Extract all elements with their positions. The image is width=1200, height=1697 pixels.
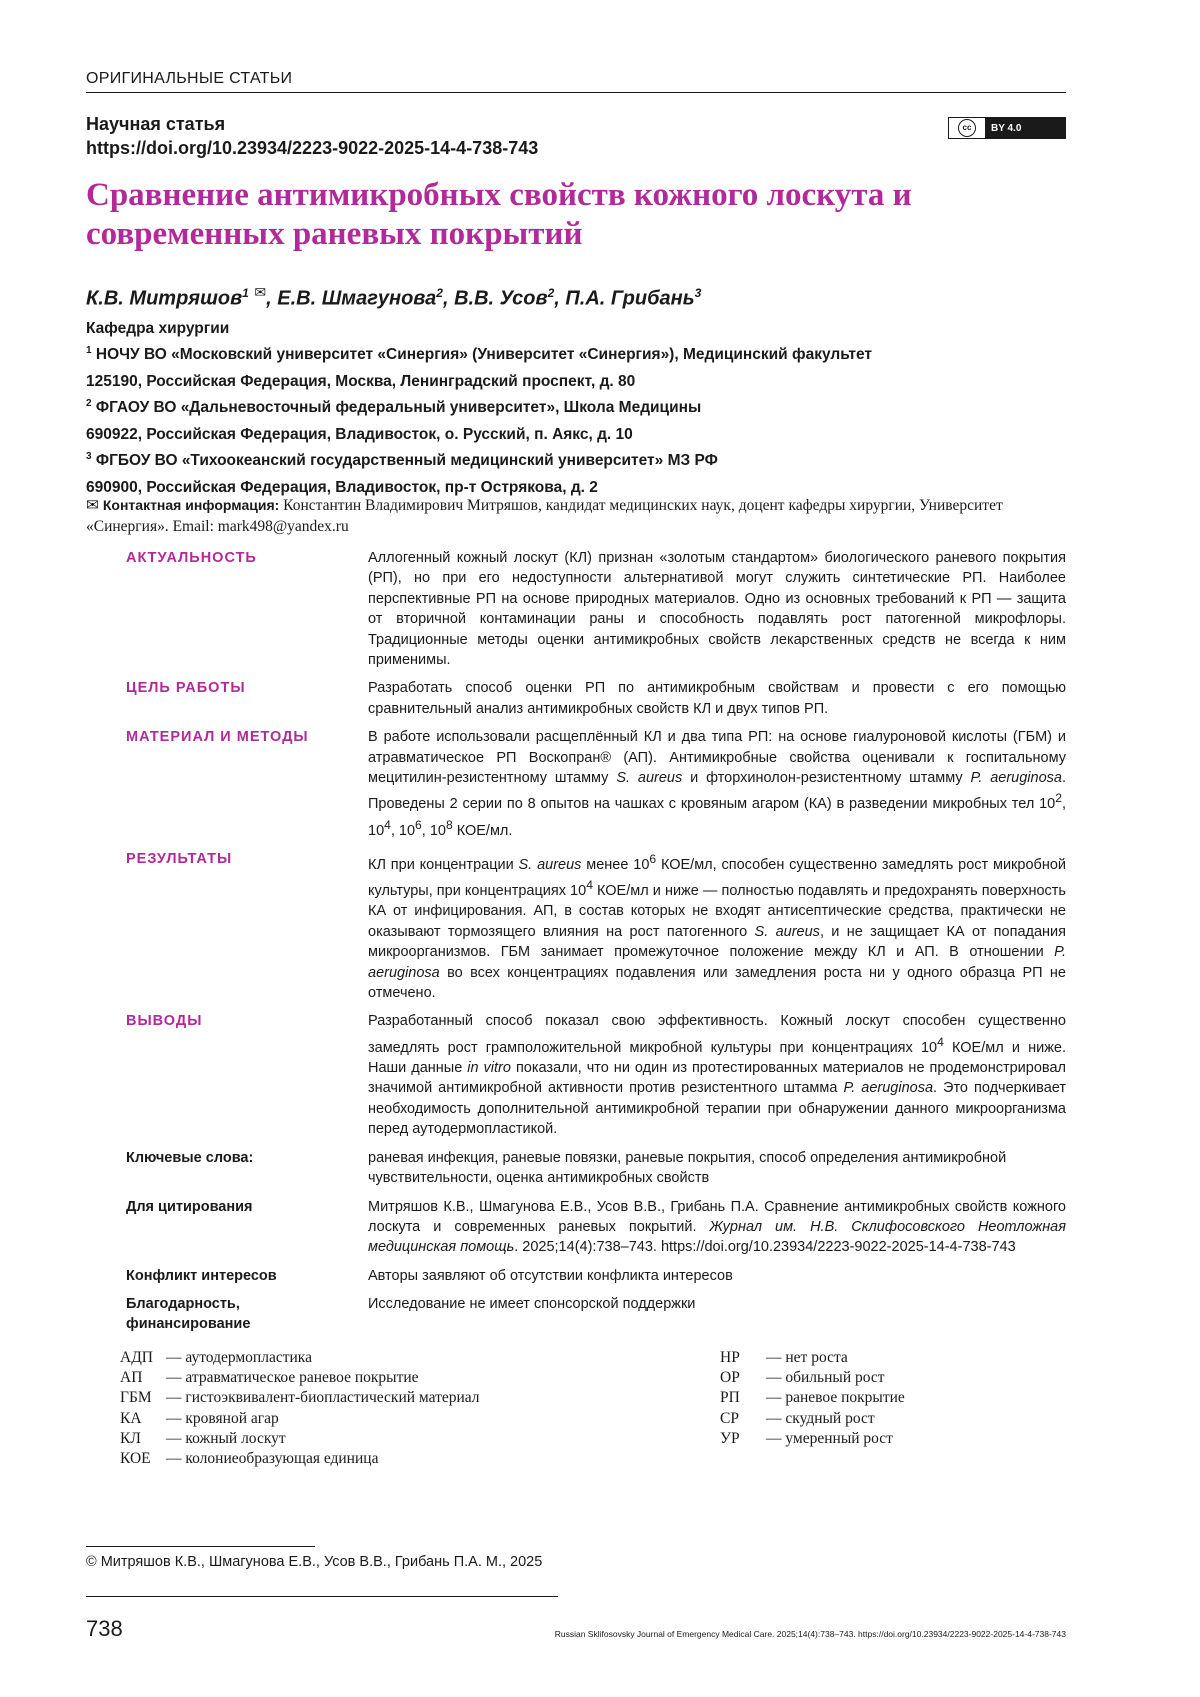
article-type: Научная статья [86,114,226,134]
contact-label: Контактная информация: [102,497,280,513]
cc-icon-container [949,118,985,138]
abstract-conclusions [126,1011,1066,1139]
abbreviation-item: КОЕ — колониеобразующая единица [120,1450,379,1468]
affiliation-line: 690922, Российская Федерация, Владивосток, о. Русский, п. Аякс, д. 10 [86,425,633,443]
abbreviation-item: СР — скудный рост [720,1409,875,1427]
author-list [86,284,701,311]
author-name[interactable]: К.В. Митряшов [86,287,243,310]
contact-info [86,495,1066,537]
conflict-label: Конфликт интересов [126,1267,277,1284]
funding-label: Благодарность, финансирование [126,1296,251,1333]
contact-text: Константин Владимирович Митряшов, кандидат медицинских наук, доцент кафедры хирургии, Университет «Синергия». Email: mark498@yandex.ru [86,497,1003,535]
author-separator: , [442,287,455,310]
affiliation-line: 690900, Российская Федерация, Владивосток, пр-т Острякова, д. 2 [86,478,598,496]
keywords-text: раневая инфекция, раневые повязки, раневые покрытия, способ определения антимикробной чувствительности, оценка антимикробных свойств [368,1149,1007,1187]
author-name[interactable]: Е.В. Шмагунова [277,287,437,310]
aim-text: Разработать способ оценки РП по антимикробным свойствам и провести с его помощью сравнительный анализ антимикробных свойств КЛ и двух типов РП. [368,680,1066,717]
department: Кафедра хирургии [86,320,230,337]
conflict-of-interest [126,1266,1066,1286]
envelope-icon: ✉ [254,284,267,300]
affiliation-marker: 2 [547,286,555,300]
abstract-methods [126,727,1066,841]
cc-license-badge[interactable] [948,117,1066,139]
affiliations [86,318,872,499]
abbreviation-item: РП — раневое покрытие [720,1389,905,1407]
header-rule [86,92,1066,93]
methods-label: МАТЕРИАЛ И МЕТОДЫ [126,729,309,746]
abbreviation-item: АДП — аутодермопластика [120,1349,312,1366]
author-name[interactable]: В.В. Усов [454,287,548,310]
page-number: 738 [86,1616,123,1641]
abbreviation-item: КЛ — кожный лоскут [120,1429,286,1447]
funding-text: Исследование не имеет спонсорской поддержки [368,1296,696,1313]
relevance-text: Аллогенный кожный лоскут (КЛ) признан «золотым стандартом» биологического раневого покрытия (РП), но при его недоступности альтернативой могут служить синтетические РП. Наиболее перспективные РП на основе природных материалов. Одно из основных требований к РП — защита от вторичной контаминации раны и способность подавлять рост патогенной микрофлоры. Традиционные методы оценки антимикробных свойств лекарственных средств не всегда к ним применимы. [368,550,1066,669]
abbreviation-item: КА — кровяной агар [120,1409,279,1427]
affiliation-marker: 2 [436,286,443,300]
abstract [126,548,1066,1334]
affiliation-marker: 3 [694,286,702,300]
copyright-notice: © Митряшов К.В., Шмагунова Е.В., Усов В.В., Грибань П.А. М., 2025 [86,1554,543,1570]
abstract-relevance [126,548,1066,670]
author-separator: , [554,287,566,310]
abstract-aim [126,678,1066,719]
keywords [126,1148,1066,1189]
footnote-rule [86,1546,315,1547]
citation-label: Для цитирования [126,1198,253,1215]
license-label: BY 4.0 [985,118,1065,138]
citation-text: Митряшов К.В., Шмагунова Е.В., Усов В.В., Грибань П.А. Сравнение антимикробных свойств кожного лоскута и современных раневых покрытий. Журнал им. Н.В. Склифосовского Неотложная медицинская помощь. 2025;14(4):738–743. https://doi.org/10.23934/2223-9022-2025-14-4-738-743 [368,1198,1066,1256]
funding [126,1294,1066,1334]
abbreviation-item: НР — нет роста [720,1349,848,1366]
relevance-label: АКТУАЛЬНОСТЬ [126,550,257,566]
abbreviations-left [120,1348,480,1469]
methods-text: В работе использовали расщеплённый КЛ и два типа РП: на основе гиалуроновой кислоты (ГБМ) и атравматическое РП Воскопран® (АП). Антимикробные свойства оценивали к госпитальному мецитилин-резистентному штамму S. aureus и фторхинолон-резистентному штамму P. aeruginosa. Проведены 2 серии по 8 опытов на чашках с кровяным агаром (КА) в разведении микробных тел $10^2$, $10^4$, $10^6$, $10^8$ КОЕ/мл. [368,729,1067,839]
author-name[interactable]: П.А. Грибань [565,287,695,310]
affiliation-line: $^3$ ФГБОУ ВО «Тихоокеанский государственный медицинский университет» МЗ РФ [86,451,718,470]
section-header: ОРИГИНАЛЬНЫЕ СТАТЬИ [86,70,293,87]
affiliation-line: 125190, Российская Федерация, Москва, Ленинградский проспект, д. 80 [86,372,636,390]
abbreviation-item: УР — умеренный рост [720,1429,893,1447]
abstract-results [126,849,1066,1004]
affiliation-line: $^2$ ФГАОУ ВО «Дальневосточный федеральный университет», Школа Медицины [86,398,702,417]
article-title: Сравнение антимикробных свойств кожного лоскута и современных раневых покрытий [86,177,912,252]
envelope-icon: ✉ [86,497,99,514]
affiliation-line: $^1$ НОЧУ ВО «Московский университет «Синергия» (Университет «Синергия»), Медицинский факультет [86,345,872,364]
author-separator: , [266,287,278,310]
results-text: КЛ при концентрации S. aureus менее $10^6$ КОЕ/мл, способен существенно замедлять рост микробной культуры, при концентрациях $10^4$ КОЕ/мл и ниже — полностью подавлять и предохранять поверхность КА от инфицирования. АП, в состав которых не входят антисептические средства, практически не оказывают тормозящего влияния на рост патогенного S. aureus, и не защищает КА от попадания микроорганизмов. ГБМ занимает промежуточное положение между КЛ и АП. В отношении P. aeruginosa во всех концентрациях подавления или замедления роста ни у одного образца РП не отмечено. [368,851,1067,1002]
aim-label: ЦЕЛЬ РАБОТЫ [126,680,246,697]
doi-link[interactable]: https://doi.org/10.23934/2223-9022-2025-14-4-738-743 [86,138,539,158]
citation [126,1197,1066,1258]
keywords-label: Ключевые слова: [126,1149,254,1166]
abbreviation-item: ГБМ — гистоэквивалент-биопластический материал [120,1389,480,1407]
conclusions-label: ВЫВОДЫ [126,1013,203,1030]
conflict-text: Авторы заявляют об отсутствии конфликта интересов [368,1267,733,1284]
abbreviations-right [720,1348,905,1449]
abbreviation-item: АП — атравматическое раневое покрытие [120,1369,419,1387]
affiliation-marker: 1 [242,286,249,300]
abbreviation-item: ОР — обильный рост [720,1369,885,1387]
results-label: РЕЗУЛЬТАТЫ [126,850,233,867]
conclusions-text: Разработанный способ показал свою эффективность. Кожный лоскут способен существенно замедлять рост грамположительной микробной культуры при концентрациях $10^4$ КОЕ/мл и ниже. Наши данные in vitro показали, что ни один из протестированных материалов не продемонстрировал значимой антимикробной активности против резистентного штамма P. aeruginosa. Это подчеркивает необходимость дополнительной антимикробной терапии при обнаружении данного микроорганизма перед аутодермопластикой. [368,1013,1067,1138]
footer-rule [86,1596,558,1597]
journal-reference: Russian Sklifosovsky Journal of Emergency Medical Care. 2025;14(4):738–743. https://doi.org/10.23934/2223-9022-2025-14-4-738-743 [554,1629,1066,1639]
creative-commons-icon: cc [958,119,976,137]
